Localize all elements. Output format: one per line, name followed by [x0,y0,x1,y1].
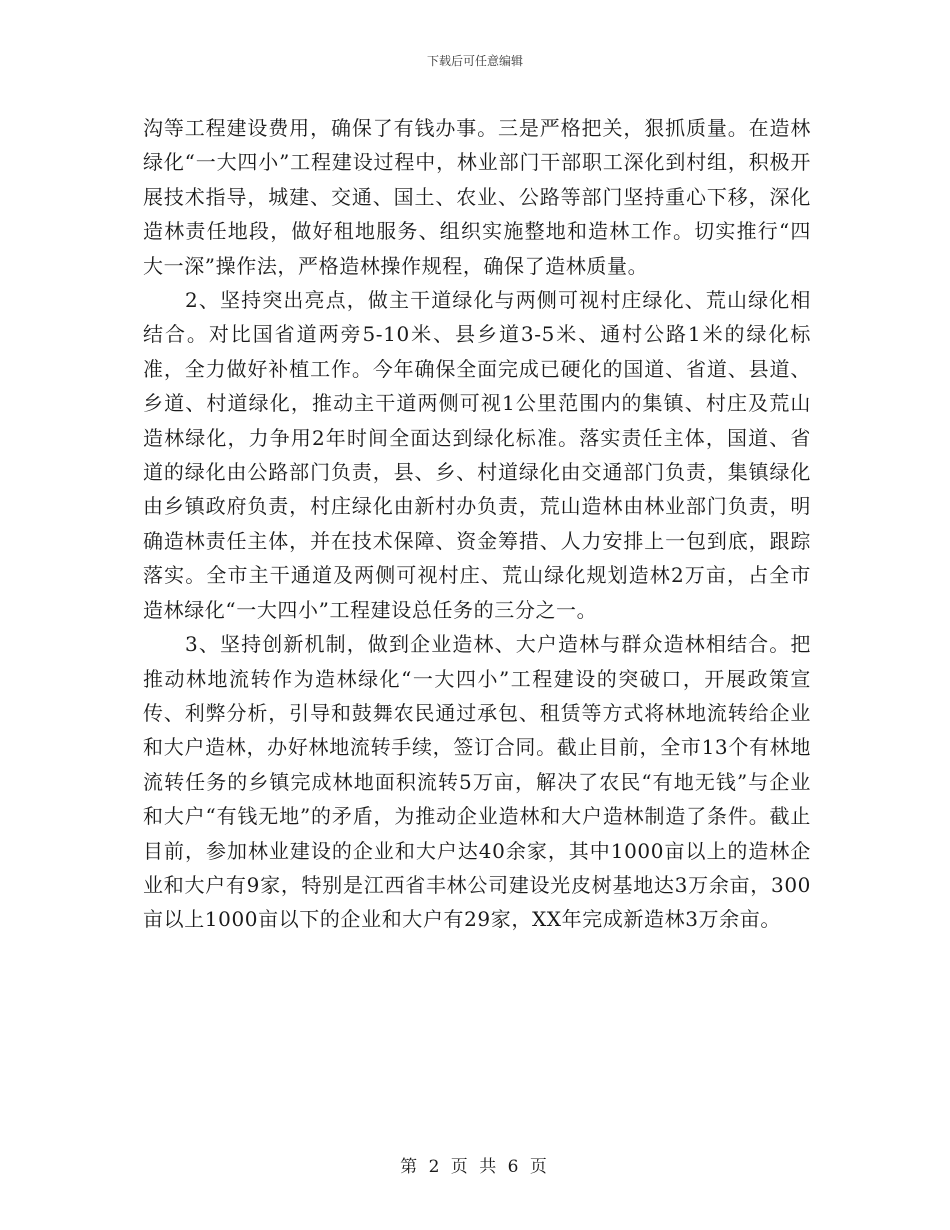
paragraph-continuation: 沟等工程建设费用，确保了有钱办事。三是严格把关，狠抓质量。在造林绿化“一大四小”工程建设过程中，林业部门干部职工深化到村组，积极开展技术指导，城建、交通、国土、农业、公路等部门坚持重心下移，深化造林责任地段，做好租地服务、组织实施整地和造林工作。切实推行“四大一深”操作法，严格造林操作规程，确保了造林质量。 [143,116,811,278]
paragraph-item-2: 2、坚持突出亮点，做主干道绿化与两侧可视村庄绿化、荒山绿化相结合。对比国省道两旁5-10米、县乡道3-5米、通村公路1米的绿化标准，全力做好补植工作。今年确保全面完成已硬化的国道、省道、县道、乡道、村道绿化，推动主干道两侧可视1公里范围内的集镇、村庄及荒山造林绿化，力争用2年时间全面达到绿化标准。落实责任主体，国道、省道的绿化由公路部门负责，县、乡、村道绿化由交通部门负责，集镇绿化由乡镇政府负责，村庄绿化由新村办负责，荒山造林由林业部门负责，明确造林责任主体，并在技术保障、资金筹措、人力安排上一包到底，跟踪落实。全市主干通道及两侧可视村庄、荒山绿化规划造林2万亩，占全市造林绿化“一大四小”工程建设总任务的三分之一。 [143,288,811,622]
page-number: 第 2 页 共 6 页 [400,1157,550,1177]
paragraph-item-3: 3、坚持创新机制，做到企业造林、大户造林与群众造林相结合。把推动林地流转作为造林绿化“一大四小”工程建设的突破口，开展政策宣传、利弊分析，引导和鼓舞农民通过承包、租赁等方式将林地流转给企业和大户造林，办好林地流转手续，签订合同。截止目前，全市13个有林地流转任务的乡镇完成林地面积流转5万亩，解决了农民“有地无钱”与企业和大户“有钱无地”的矛盾，为推动企业造林和大户造林制造了条件。截止目前，参加林业建设的企业和大户达40余家，其中1000亩以上的造林企业和大户有9家，特别是江西省丰林公司建设光皮树基地达3万余亩，300亩以上1000亩以下的企业和大户有29家，XX年完成新造林3万余亩。 [143,632,811,932]
document-body [143,111,811,937]
page-header-note: 下载后可任意编辑 [426,54,523,68]
